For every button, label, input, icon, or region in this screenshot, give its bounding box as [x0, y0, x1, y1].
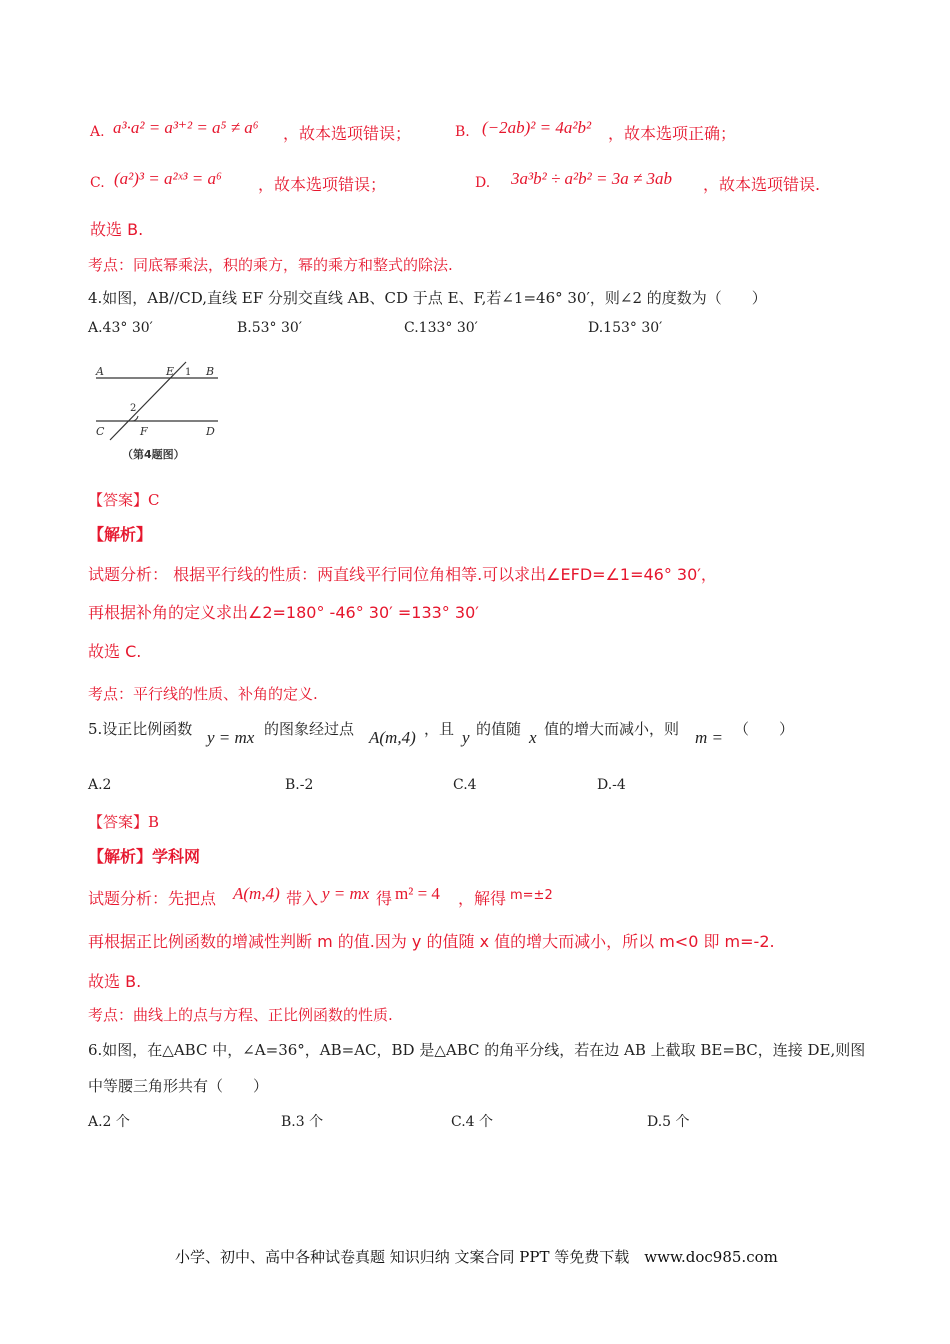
q6-stem-line2: 中等腰三角形共有（ ）	[88, 1077, 269, 1095]
q3-kaodian: 考点：同底幂乘法，积的乘方，幂的乘方和整式的除法.	[88, 256, 453, 274]
q5-option-b: B.-2	[285, 777, 314, 793]
page-footer: 小学、初中、高中各种试卷真题 知识归纳 文案合同 PPT 等免费下载 www.doc985.com	[175, 1248, 778, 1266]
q5-analysis-line1-b: 带入	[286, 889, 319, 908]
q5-answer: 【答案】B	[88, 813, 160, 831]
q5-choose: 故选 B.	[88, 972, 142, 991]
q3-option-c-expr: (a²)³ = a²ˣ³ = a⁶	[114, 169, 222, 188]
label-d: D	[206, 425, 215, 438]
q4-option-a: A.43° 30′	[88, 320, 153, 336]
q5-option-d: D.-4	[597, 777, 626, 793]
figure-caption: （第4题图）	[122, 448, 185, 461]
q5-stem-5: 值的增大而减小，则	[544, 720, 680, 738]
q5-analysis-line1-d: ，解得	[458, 889, 507, 908]
q3-option-d-verdict: ，故本选项错误.	[703, 175, 821, 194]
q3-option-b-letter: B.	[455, 124, 470, 140]
q4-answer: 【答案】C	[88, 491, 160, 509]
q5-analysis-msq: m² = 4	[395, 884, 440, 903]
q5-y: y	[462, 728, 470, 747]
q3-choose: 故选 B.	[90, 220, 144, 239]
q4-choose: 故选 C.	[88, 642, 142, 661]
q5-stem-2: 的图象经过点	[264, 720, 355, 738]
label-1: 1	[185, 367, 192, 378]
q6-option-d: D.5 个	[647, 1114, 690, 1130]
label-e: E	[166, 365, 175, 378]
q6-option-a: A.2 个	[88, 1114, 130, 1130]
q5-stem-6: （ ）	[734, 720, 795, 738]
q5-option-c: C.4	[453, 777, 477, 793]
q5-point: A(m,4)	[369, 728, 416, 747]
q4-option-c: C.133° 30′	[404, 320, 478, 336]
label-2: 2	[130, 403, 137, 414]
q4-option-d: D.153° 30′	[588, 320, 663, 336]
label-b: B	[206, 365, 215, 378]
q5-m: m =	[695, 728, 723, 747]
q4-analysis-line1: 试题分析： 根据平行线的性质：两直线平行同位角相等.可以求出∠EFD=∠1=46° 30′，	[88, 565, 717, 584]
q5-analysis-point: A(m,4)	[233, 884, 280, 903]
q3-option-b-expr: (−2ab)² = 4a²b²	[482, 118, 592, 137]
q5-option-a: A.2	[88, 777, 112, 793]
q4-analysis-line2: 再根据补角的定义求出∠2=180° -46° 30′ =133° 30′	[88, 603, 479, 622]
q5-stem-3: ，且	[424, 720, 455, 738]
label-a: A	[96, 365, 104, 378]
q6-option-c: C.4 个	[451, 1114, 494, 1130]
q5-analysis-result: m=±2	[510, 888, 553, 903]
q6-stem-line1: 6.如图，在△ABC 中，∠A=36°，AB=AC，BD 是△ABC 的角平分线，若在边 AB 上截取 BE=BC，连接 DE,则图	[88, 1041, 866, 1059]
label-f: F	[140, 425, 148, 438]
q5-x: x	[529, 728, 537, 747]
q3-option-c-letter: C.	[90, 175, 105, 191]
q4-stem: 4.如图，AB//CD,直线 EF 分别交直线 AB、CD 于点 E、F,若∠1=46° 30′，则∠2 的度数为（ ）	[88, 289, 767, 307]
q5-analysis-eq: y = mx	[322, 884, 370, 903]
q3-option-b-verdict: ，故本选项正确；	[608, 124, 737, 143]
q6-option-b: B.3 个	[281, 1114, 324, 1130]
q5-kaodian: 考点：曲线上的点与方程、正比例函数的性质.	[88, 1006, 393, 1024]
q5-stem-1: 5.设正比例函数	[88, 720, 193, 738]
q4-analysis-title: 【解析】	[88, 525, 153, 544]
q3-option-d-expr: 3a³b² ÷ a²b² = 3a ≠ 3ab	[511, 169, 673, 188]
q5-eq: y = mx	[207, 728, 255, 747]
label-c: C	[96, 425, 105, 438]
q4-kaodian: 考点：平行线的性质、补角的定义.	[88, 685, 318, 703]
q3-option-a-expr: a³·a² = a³⁺² = a⁵ ≠ a⁶	[113, 118, 259, 137]
q5-stem-4: 的值随	[476, 720, 522, 738]
line-ef	[110, 362, 186, 440]
q5-analysis-title: 【解析】学科网	[88, 847, 201, 866]
q5-analysis-line1-c: 得	[376, 889, 393, 908]
q3-option-a-letter: A.	[90, 124, 105, 140]
q3-option-c-verdict: ，故本选项错误；	[258, 175, 387, 194]
q3-option-d-letter: D.	[475, 175, 491, 191]
q4-figure	[88, 358, 228, 468]
q5-analysis-line2: 再根据正比例函数的增减性判断 m 的值.因为 y 的值随 x 值的增大而减小，所以 m<0 即 m=-2.	[88, 932, 775, 951]
q4-option-b: B.53° 30′	[237, 320, 302, 336]
q5-analysis-line1-a: 试题分析：先把点	[88, 889, 217, 908]
q3-option-a-verdict: ，故本选项错误；	[283, 124, 412, 143]
